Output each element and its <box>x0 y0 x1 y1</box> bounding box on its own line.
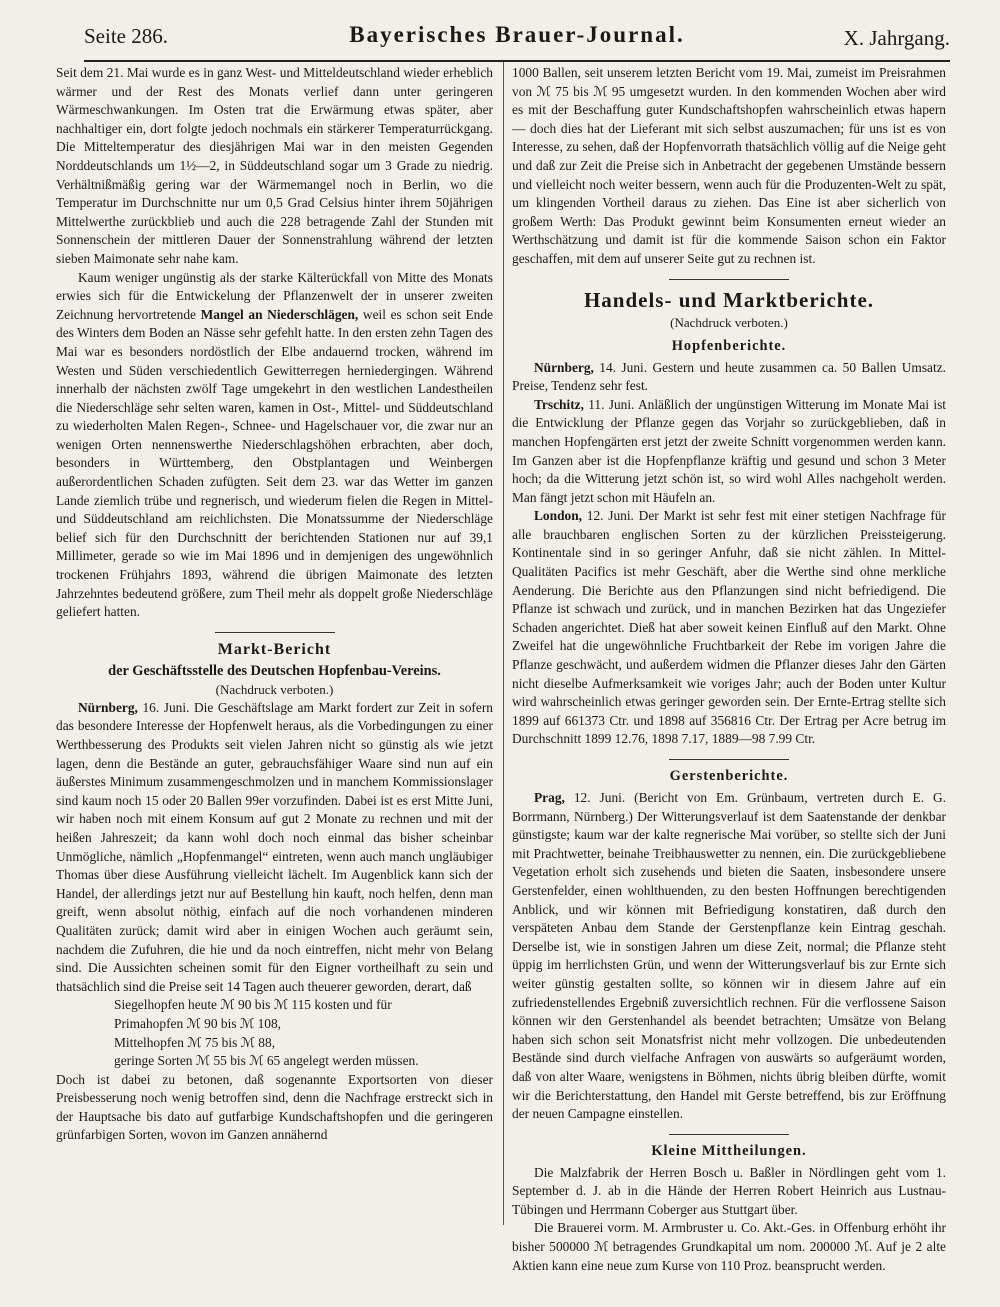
section-separator <box>669 1134 789 1135</box>
report-text: 12. Juni. Der Markt ist sehr fest mit einer stetigen Nachfrage für alle brauchbaren englischen Sorten zu der kürzlichen Preissteigerung. Kontinentale sind in so geringer Anfuhr, daß sie nicht zählen. In Mittel-Qualitäten Pacifics ist mehr Geschäft, aber die Werthe sind ohne merkliche Aenderung. Die Berichte aus den Pflanzungen sind nicht befriedigend. Die Pflanze ist schwach und zurück, und in manchen Bezirken hat das Ungeziefer Schaden angerichtet. Dieß hat aber soweit keinen Einfluß auf den Markt. Ohne Zweifel hat die ungewöhnliche Fruchtbarkeit der Rebe im vorigen Jahre die Pflanze geschwächt, und außerdem widmen die Pflanzer dieses Jahr den Gärten nicht dieselbe Aufmerksamkeit wie voriges Jahr; auch der Boden unter Kultur wird wahrscheinlich etwas geringer geworden sein. Der Ernte-Ertrag stellte sich 1899 auf 661373 Ctr. und 1898 auf 356816 Ctr. Der Ertrag per Acre betrug im Durchschnitt 1899 12.76, 1898 7.17, 1889—98 7.99 Ctr. <box>512 508 946 747</box>
dateline-place: Nürnberg, <box>534 359 594 375</box>
price-line: geringe Sorten ℳ 55 bis ℳ 65 angelegt werden müssen. <box>114 1053 419 1069</box>
dateline-place: Nürnberg, <box>78 699 138 715</box>
section-separator <box>669 279 789 280</box>
market-report-body <box>56 699 493 997</box>
weather-paragraph-2-body: weil es schon seit Ende des Winters dem Boden an Nässe sehr gefehlt hatte. In den ersten zehn Tagen des Mai war es besonders nordöstlich der Elbe andauernd trocken, während im Westen und Süden verschiedentlich Gewitterregen herniedergingen. Während innerhalb der nächsten zwölf Tage umgekehrt in den westlichen Landestheilen die Niederschläge sehr selten waren, kamen in Ost-, Mittel- und Süddeutschland zu wiederholten Malen Regen-, Schnee- und Hagelschauer vor, die zwar nur an wenigen Orten nennenswerthe Niederschlagshöhen erbrachten, aber doch, besonders in Württemberg, den Obstplantagen und Weinbergen außerordentlichen Schaden zufügten. Seit dem 23. war das Wetter im ganzen Lande ziemlich trübe und regnerisch, und wiederum fielen die Regen in Mittel- und Süddeutschland am reichlichsten. Die Monatssumme der Niederschläge belief sich für den Durchschnitt der berichtenden Stationen nur auf 39,1 Millimeter, gerade so wie im Mai 1896 und in demjenigen des ungewöhnlich trockenen Frühjahrs 1893, während die übrigen Maimonate des letzten Jahrzehntes bedeutend größere, zum Theil mehr als doppelt große Niederschläge geliefert hatten. <box>56 306 493 620</box>
market-report-note: (Nachdruck verboten.) <box>215 681 334 697</box>
report-text: 14. Juni. Gestern und heute zusammen ca. 50 Ballen Umsatz. Preise, Tendenz sehr fest. <box>512 359 946 394</box>
page-number: Seite 286. <box>84 24 168 48</box>
weather-paragraph-2 <box>56 269 493 622</box>
report-text: 11. Juni. Anläßlich der ungünstigen Witterung im Monate Mai ist die Entwicklung der Pflanze gegen das Vorjahr so zurückgeblieben, daß in manchen Hopfengärten erst jetzt der zweite Schnitt vorgenommen werden kann. Im Ganzen aber ist die Hopfenpflanze kräftig und gesund und schon 3 Meter hoch; da die Witterung jetzt schön ist, so wird wohl Alles nachgeholt werden. Man fängt jetzt schon mit Häufeln an. <box>512 396 946 505</box>
dateline-place: Trschitz, <box>534 396 584 412</box>
report-nuernberg <box>512 359 946 396</box>
page-header <box>84 18 950 58</box>
right-column <box>512 64 946 1275</box>
section-separator <box>669 759 789 760</box>
report-text: 12. Juni. (Bericht von Em. Grünbaum, vertreten durch E. G. Borrmann, Nürnberg.) Der Witterungsverlauf ist dem Saatenstande der denkbar günstigste; kaum war der kalte regnerische Mai vorüber, so stellte sich der Juni mit Prachtwetter, beinahe Treibhauswetter zu nennen, ein. Die zurückgebliebene Vegetation erholt sich zusehends und bieten die Saaten, insbesondere unsere Gerstenfelder, einen wohlthuenden, zu den besten Hoffnungen berechtigenden Anblick, und wir können mit Befriedigung konstatiren, daß durch den verspäteten Anbau dem Stande der Gerstenpflanze kein Eintrag geschah. Derselbe ist, wie in sonstigen Jahren um diese Zeit, normal; die Pflanze steht üppig im herrlichsten Grün, und wenn der Witterungsverlauf bis zur Ernte sich weiter günstig gestalten sollte, so können wir in diesem Jahre auf ein zufriedenstellendes Ergebniß zuversichtlich rechnen. Für die verflossene Saison können wir den Gerstenhandel als beendet betrachten; Umsätze von Belang haben sich schon seit Monatsfrist nicht mehr vollzogen. Die unbedeutenden Bestände sind durch vielfache Anfragen von auswärts so aufgeräumt worden, daß von alter Waare, wenigstens in Böhmen, nichts übrig bleiben dürfte, womit wir die Berichterstattung, den Handel mit Gerste betreffend, bis zur Eröffnung der neuen Campagne einstellen. <box>512 790 946 1122</box>
dateline-place: London, <box>534 508 583 524</box>
market-report-text: 16. Juni. Die Geschäftslage am Markt fordert zur Zeit in sofern das besondere Interesse der Hopfenwelt heraus, als die Vorbedingungen zu einer Werthbesserung des Produkts seit vielen Jahren nicht so günstig als wie jetzt lagen, denn die Bestände an guter, gebrauchsfähiger Waare sind nun auf ein äußerstes Minimum zusammengeschmolzen und in manchem Kommissionslager sind kaum noch 15 oder 20 Ballen 99er vorzufinden. Dabei ist es erst Mitte Juni, wir haben noch mit einem Konsum auf gut 2 Monate zu rechnen und mit der heißen Jahreszeit; da kann wohl doch noch einmal das bisher scheinbar Unmögliche, nämlich „Hopfenmangel“ eintreten, wenn auch manch ungläubiger Thomas über diese Ausführung vielleicht lächelt. Im Augenblick kann sich der Handel, der allerdings jetzt nur auf Bestellung hin kauft, noch helfen, denn man greift, wenn absolut nöthig, einfach auf die noch vorhandenen minderen Qualitäten zurück; damit wird aber in einigen Wochen auch geräumt sein, nachdem die Zufuhren, die hie und da noch eintreffen, nicht mehr von Belang sind. Die Aussichten scheinen somit für den Eigner vortheilhaft zu sein und thatsächlich sind die Preise seit 14 Tagen auch theuerer geworden, derart, daß <box>56 699 493 994</box>
short-news-item: Die Brauerei vorm. M. Armbruster u. Co. Akt.-Ges. in Offenburg erhöht ihr bisher 500000 ℳ betragendes Grundkapital um nom. 200000 ℳ. Auf je 2 alte Aktien kann eine neue zum Kurse von 110 Proz. beansprucht werden. <box>512 1220 946 1273</box>
column-divider <box>503 62 504 1225</box>
left-column <box>56 64 493 1145</box>
short-news-heading: Kleine Mittheilungen. <box>651 1142 807 1159</box>
weather-paragraph-1: Seit dem 21. Mai wurde es in ganz West- und Mitteldeutschland wieder erheblich wärmer und der Rest des Monats verlief dann unter geringeren Wärmeschwankungen. Im Osten trat die Erwärmung etwas später, aber nachhaltiger ein, dort folgte jedoch nochmals ein stärkerer Temperaturrückgang. Die Mitteltemperatur des diesjährigen Mai war in den meisten Gegenden Norddeutschlands um 1½—2, in Süddeutschland sogar um 3 Grade zu niedrig. Verhältnißmäßig gering war der Wärmemangel noch in Berlin, wo die Temperatur im Durchschnitte nur um 0,5 Grad Celsius hinter ihrem 50jährigen Mittelwerthe zurückblieb und auch die 228 betragende Zahl der Stunden mit Sonnenschein der mittleren Dauer der Sonnenstrahlung während der letzten sieben Maimonate sehr nahe kam. <box>56 65 493 266</box>
trade-reports-title: Handels- und Marktberichte. <box>583 287 875 312</box>
market-report-continuation: 1000 Ballen, seit unserem letzten Bericht vom 19. Mai, zumeist im Preisrahmen von ℳ 75 bis ℳ 95 umgesetzt wurden. In den kommenden Wochen aber wird es mit der Beschaffung guter Kundschaftshopfen wahrscheinlich etwas hapern — doch dies hat der Lieferant mit sich selbst auszumachen; für uns ist es von Interesse, zu sehen, daß der Hopfenvorrath thatsächlich völlig auf die Neige geht und daß zur Zeit die Preise sich in Anbetracht der gegebenen Umstände bessern und vielleicht noch weiter bessern, wenn auch für die Produzenten-Welt zu spät, um klingenden Vortheil daraus zu ziehen. Das Eine ist aber sicherlich von großem Werth: Das Produkt gewinnt beim Konsumenten erneut wieder an Werthschätzung und damit ist für die kommende Saison schon ein Faktor geschaffen, mit dem auf unserer Seite gut zu rechnen ist. <box>512 65 946 266</box>
price-line: Mittelhopfen ℳ 75 bis ℳ 88, <box>114 1034 276 1050</box>
report-london <box>512 507 946 749</box>
trade-reports-note: (Nachdruck verboten.) <box>670 314 788 330</box>
section-separator <box>215 632 335 633</box>
weather-paragraph-2-intro: Kaum weniger ungünstig als der starke Kälterückfall von Mitte des Monats erwies sich für die Entwickelung der Pflanzenwelt der in unserer zweiten Zeichnung hervortretende <box>56 269 493 322</box>
precipitation-heading: Mangel an Niederschlägen, <box>200 306 359 322</box>
hop-reports-heading: Hopfenberichte. <box>671 337 787 354</box>
market-report-subtitle: der Geschäftsstelle des Deutschen Hopfenbau-Vereins. <box>108 662 441 679</box>
market-report-end: Doch ist dabei zu betonen, daß sogenannte Exportsorten von dieser Preisbesserung noch wenig betroffen sind, denn die Nachfrage erstreckt sich in der Hauptsache bis dato auf gutfarbige Kundschaftshopfen und die geringeren grünfarbigen Sorten, wovon im Ganzen annähernd <box>56 1071 493 1143</box>
volume-label: X. Jahrgang. <box>843 26 950 50</box>
barley-reports-heading: Gerstenberichte. <box>669 768 789 784</box>
report-prag <box>512 789 946 1124</box>
price-line: Primahopfen ℳ 90 bis ℳ 108, <box>114 1015 281 1031</box>
market-report-title: Markt-Bericht <box>217 640 332 658</box>
report-trschitz <box>512 396 946 508</box>
price-line: Siegelhopfen heute ℳ 90 bis ℳ 115 kosten und für <box>114 997 392 1013</box>
journal-title: Bayerisches Brauer-Journal. <box>349 22 685 47</box>
dateline-place: Prag, <box>534 790 565 805</box>
short-news-item: Die Malzfabrik der Herren Bosch u. Baßler in Nördlingen geht vom 1. September d. J. ab in die Hände der Herren Robert Heinrich aus Lustnau-Tübingen und Herrmann Coberger aus Stuttgart über. <box>512 1164 946 1217</box>
header-rule <box>84 60 950 62</box>
